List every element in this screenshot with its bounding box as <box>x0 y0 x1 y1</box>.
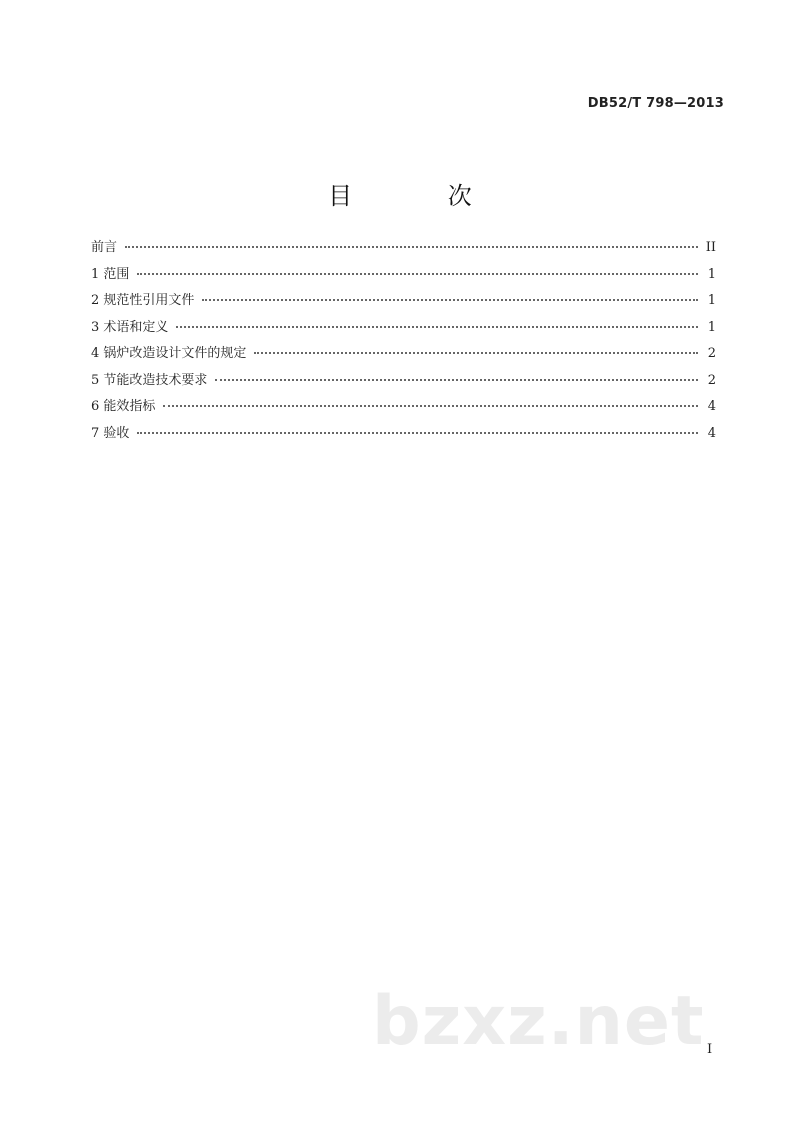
toc-entry-page: II <box>705 240 716 255</box>
toc-entry-label: 2 规范性引用文件 <box>91 293 195 308</box>
toc-entry-technical-requirements[interactable] <box>91 369 716 396</box>
document-code: DB52/T 798—2013 <box>587 96 724 111</box>
toc-entry-label: 3 术语和定义 <box>91 319 169 335</box>
toc-entry-foreword[interactable] <box>91 236 716 263</box>
toc-leader-dots <box>176 326 698 328</box>
toc-entry-page: 4 <box>707 399 716 414</box>
toc-leader-dots <box>125 246 698 248</box>
toc-entry-efficiency-indicators[interactable] <box>91 395 716 422</box>
toc-leader-dots <box>163 405 698 407</box>
toc-entry-page: 2 <box>707 372 716 388</box>
toc-entry-page: 2 <box>707 346 716 361</box>
toc-entry-label: 1 范围 <box>91 266 130 282</box>
toc-entry-page: 1 <box>707 293 716 308</box>
toc-leader-dots <box>254 352 698 354</box>
toc-entry-label: 4 锅炉改造设计文件的规定 <box>91 346 247 361</box>
toc-leader-dots <box>202 299 698 301</box>
toc-entry-terms-definitions[interactable] <box>91 316 716 343</box>
toc-entry-acceptance[interactable] <box>91 422 716 449</box>
toc-entry-page: 1 <box>707 266 716 282</box>
toc-leader-dots <box>137 432 698 434</box>
toc-title: 目 次 <box>328 182 516 210</box>
toc-leader-dots <box>215 379 698 381</box>
page-number: I <box>707 1042 713 1057</box>
watermark: bzxz.net <box>372 982 705 1061</box>
toc-entry-label: 7 验收 <box>91 425 130 441</box>
toc-entry-label: 6 能效指标 <box>91 399 156 414</box>
toc-entry-page: 1 <box>707 319 716 335</box>
toc-entry-page: 4 <box>707 425 716 441</box>
toc-entry-label: 5 节能改造技术要求 <box>91 372 208 388</box>
toc-entry-label: 前言 <box>91 240 118 255</box>
toc-entry-design-documents[interactable] <box>91 342 716 369</box>
toc-leader-dots <box>137 273 698 275</box>
toc-entry-normative-references[interactable] <box>91 289 716 316</box>
toc-entry-scope[interactable] <box>91 263 716 290</box>
table-of-contents <box>91 236 716 448</box>
